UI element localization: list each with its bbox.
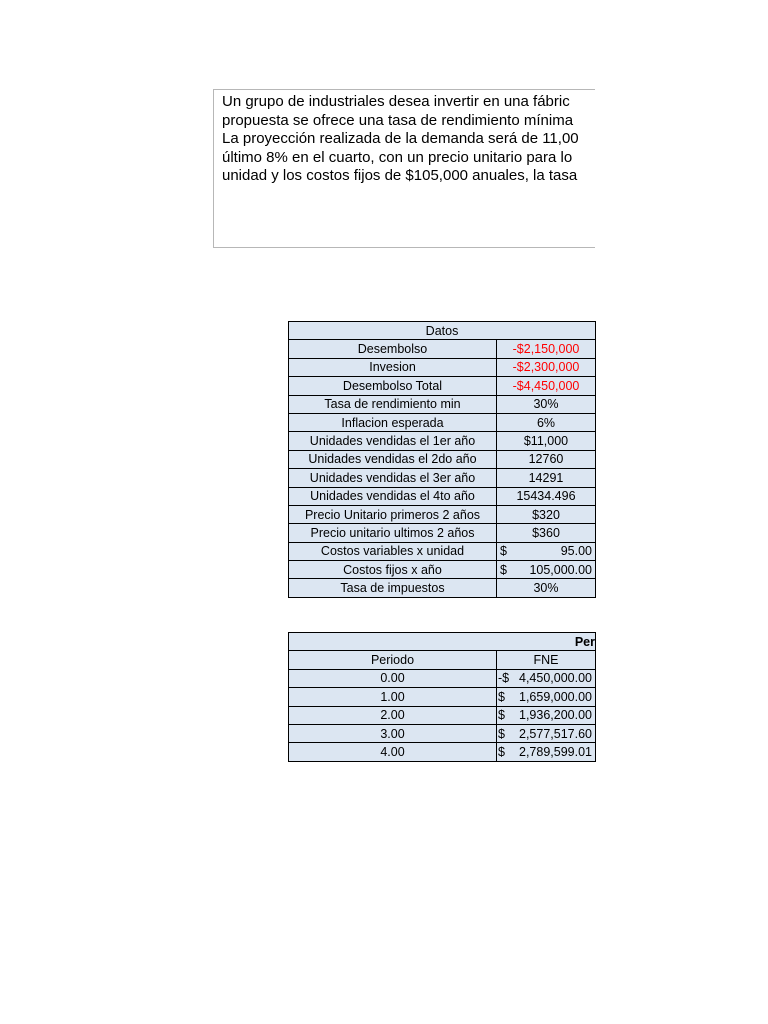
- datos-row: [289, 450, 596, 468]
- datos-label-cell[interactable]: Desembolso Total: [289, 377, 497, 395]
- header-periodo: Periodo: [289, 651, 497, 669]
- accounting-value: [498, 671, 592, 685]
- accounting-value: [498, 690, 592, 704]
- currency-symbol: $: [498, 708, 505, 723]
- amount: 2,789,599.01: [519, 745, 592, 760]
- currency-symbol: $: [500, 562, 507, 577]
- datos-row: [289, 340, 596, 358]
- datos-value-cell[interactable]: 30%: [497, 395, 596, 413]
- datos-value-cell[interactable]: 12760: [497, 450, 596, 468]
- periodos-row: [289, 688, 596, 706]
- accounting-value: [498, 727, 592, 741]
- datos-label-cell[interactable]: Inflacion esperada: [289, 413, 497, 431]
- datos-value-cell[interactable]: [497, 561, 596, 579]
- datos-row: [289, 358, 596, 376]
- datos-label-cell[interactable]: Unidades vendidas el 4to año: [289, 487, 497, 505]
- datos-label-cell[interactable]: Tasa de impuestos: [289, 579, 497, 597]
- amount: 1,936,200.00: [519, 708, 592, 723]
- datos-row: [289, 542, 596, 560]
- periodos-row: [289, 743, 596, 761]
- datos-label-cell[interactable]: Costos variables x unidad: [289, 542, 497, 560]
- datos-value-cell[interactable]: 14291: [497, 469, 596, 487]
- datos-label-cell[interactable]: Invesion: [289, 358, 497, 376]
- header-fne: FNE: [497, 651, 596, 669]
- datos-row: [289, 561, 596, 579]
- currency-symbol: $: [498, 689, 505, 704]
- datos-row: [289, 377, 596, 395]
- fne-cell[interactable]: [497, 688, 596, 706]
- accounting-value: [498, 708, 592, 722]
- periodo-cell[interactable]: 2.00: [289, 706, 497, 724]
- datos-row: [289, 579, 596, 597]
- datos-value-cell[interactable]: $11,000: [497, 432, 596, 450]
- amount: 4,450,000.00: [519, 671, 592, 686]
- amount: 2,577,517.60: [519, 726, 592, 741]
- datos-title: Datos: [289, 322, 596, 340]
- periodo-cell[interactable]: 0.00: [289, 669, 497, 687]
- datos-row: [289, 395, 596, 413]
- datos-row: [289, 487, 596, 505]
- datos-value-cell[interactable]: [497, 542, 596, 560]
- datos-value-cell[interactable]: -$2,300,000: [497, 358, 596, 376]
- periodos-header-row: [289, 651, 596, 669]
- currency-symbol: $: [500, 544, 507, 559]
- accounting-value: [500, 563, 592, 577]
- datos-value-cell[interactable]: -$2,150,000: [497, 340, 596, 358]
- datos-value-cell[interactable]: 15434.496: [497, 487, 596, 505]
- fne-cell[interactable]: [497, 669, 596, 687]
- datos-label-cell[interactable]: Unidades vendidas el 2do año: [289, 450, 497, 468]
- datos-row: [289, 524, 596, 542]
- amount: 105,000.00: [529, 562, 592, 577]
- accounting-value: [498, 745, 592, 759]
- problem-text-box: [213, 89, 595, 248]
- datos-value-cell[interactable]: $360: [497, 524, 596, 542]
- periodos-title-row: [289, 633, 596, 651]
- periodo-cell[interactable]: 1.00: [289, 688, 497, 706]
- periodos-title: Per: [289, 633, 596, 651]
- datos-row: [289, 505, 596, 523]
- datos-label-cell[interactable]: Tasa de rendimiento min: [289, 395, 497, 413]
- periodos-row: [289, 706, 596, 724]
- datos-row: [289, 413, 596, 431]
- accounting-value: [500, 544, 592, 558]
- currency-symbol: -$: [498, 671, 510, 686]
- problem-text-line: La proyección realizada de la demanda será de 11,00: [222, 130, 579, 147]
- periodo-cell[interactable]: 4.00: [289, 743, 497, 761]
- datos-value-cell[interactable]: -$4,450,000: [497, 377, 596, 395]
- fne-cell[interactable]: [497, 706, 596, 724]
- datos-row: [289, 469, 596, 487]
- amount: 1,659,000.00: [519, 689, 592, 704]
- datos-value-cell[interactable]: 30%: [497, 579, 596, 597]
- datos-label-cell[interactable]: Precio unitario ultimos 2 años: [289, 524, 497, 542]
- problem-text-line: propuesta se ofrece una tasa de rendimiento mínima: [222, 111, 574, 129]
- datos-value-cell[interactable]: $320: [497, 505, 596, 523]
- fne-cell[interactable]: [497, 743, 596, 761]
- periodos-row: [289, 724, 596, 742]
- datos-table: [288, 321, 596, 598]
- amount: 95.00: [560, 544, 592, 559]
- problem-text-line: Un grupo de industriales desea invertir en una fábric: [222, 93, 570, 110]
- datos-title-row: [289, 322, 596, 340]
- datos-label-cell[interactable]: Unidades vendidas el 3er año: [289, 469, 497, 487]
- problem-text-line: unidad y los costos fijos de $105,000 anuales, la tasa: [222, 167, 578, 184]
- problem-text-line: último 8% en el cuarto, con un precio unitario para lo: [222, 148, 573, 166]
- currency-symbol: $: [498, 745, 505, 760]
- periodos-table: [288, 632, 596, 762]
- periodo-cell[interactable]: 3.00: [289, 724, 497, 742]
- datos-label-cell[interactable]: Costos fijos x año: [289, 561, 497, 579]
- datos-label-cell[interactable]: Desembolso: [289, 340, 497, 358]
- datos-label-cell[interactable]: Unidades vendidas el 1er año: [289, 432, 497, 450]
- periodos-row: [289, 669, 596, 687]
- fne-cell[interactable]: [497, 724, 596, 742]
- datos-row: [289, 432, 596, 450]
- datos-label-cell[interactable]: Precio Unitario primeros 2 años: [289, 505, 497, 523]
- datos-value-cell[interactable]: 6%: [497, 413, 596, 431]
- currency-symbol: $: [498, 726, 505, 741]
